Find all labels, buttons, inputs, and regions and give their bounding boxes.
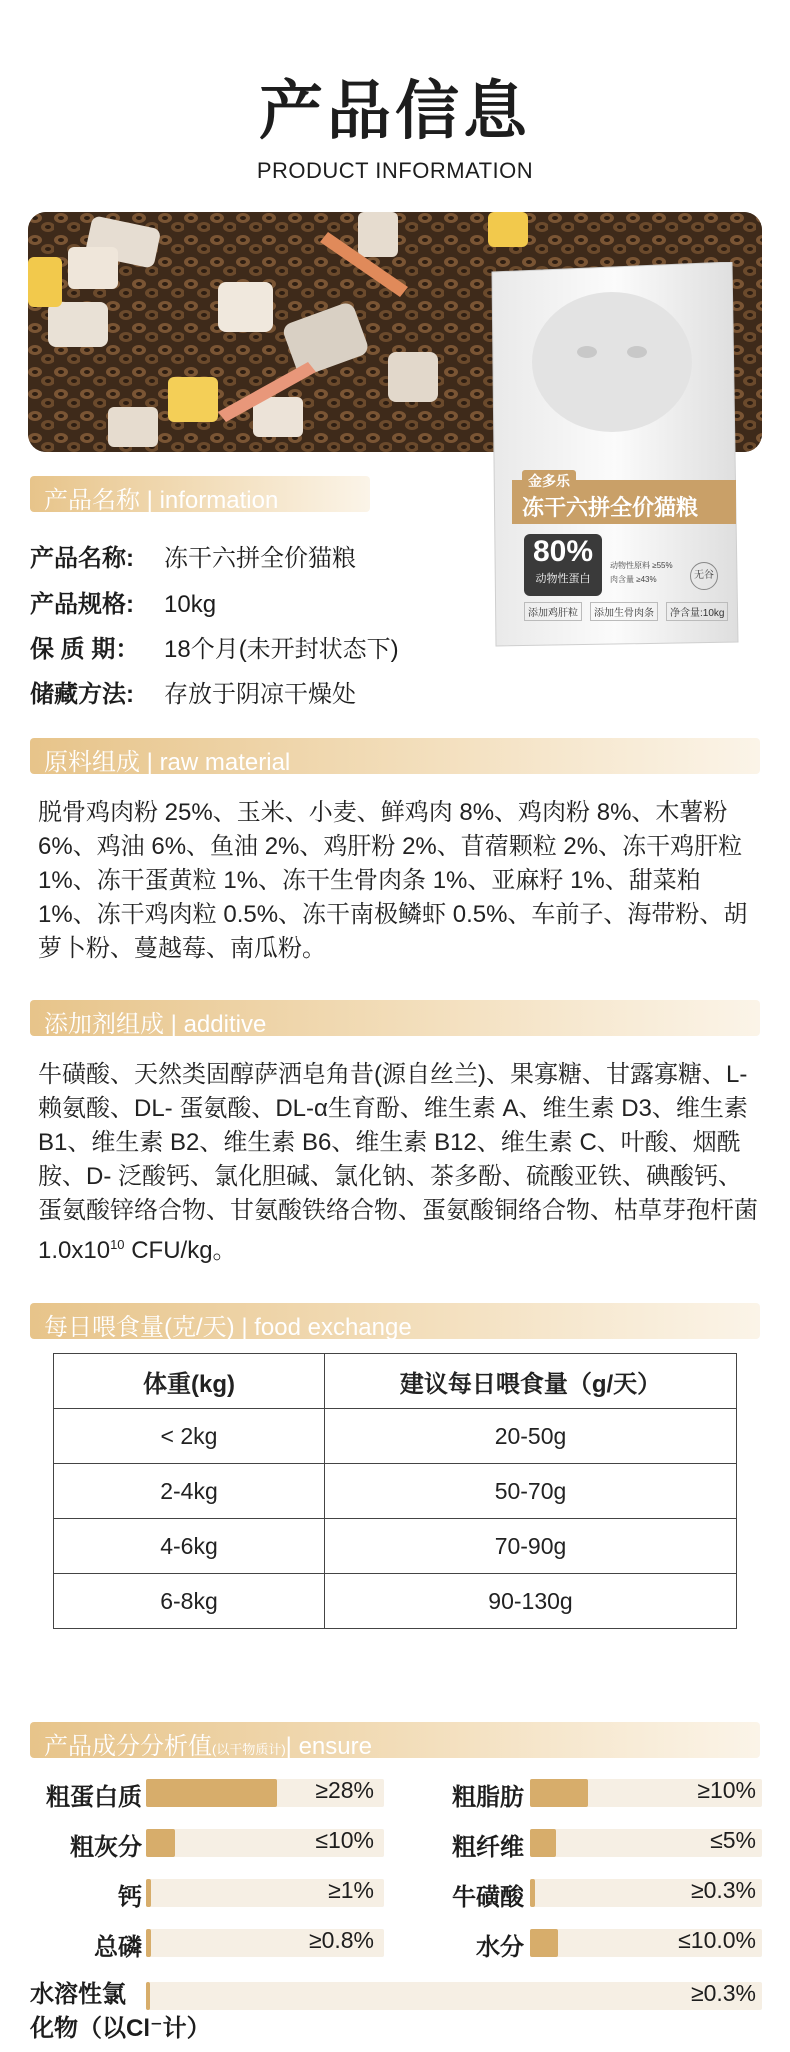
page-subtitle: PRODUCT INFORMATION xyxy=(256,158,534,183)
analysis-title-cn: 产品成分分析值 xyxy=(44,1733,212,1760)
feeding-table xyxy=(53,1353,737,1629)
page-title: 产品信息 xyxy=(259,75,531,147)
analysis-fill xyxy=(530,1779,588,1807)
info-row-name xyxy=(30,538,356,573)
bag-protein-percent: 80% xyxy=(532,535,594,568)
analysis-fill xyxy=(146,1829,175,1857)
bag-spec-1: 动物性原料 ≥55% xyxy=(610,561,673,570)
additive-text xyxy=(38,1058,762,1268)
info-label: 产品名称: xyxy=(30,545,134,572)
analysis-fill xyxy=(530,1879,535,1907)
product-bag-image xyxy=(482,262,746,652)
analysis-value: ≤10.0% xyxy=(678,1927,756,1953)
analysis-label: 总磷 xyxy=(94,1934,142,1961)
table-cell-amount: 90-130g xyxy=(325,1574,737,1629)
info-row-storage xyxy=(30,674,356,709)
analysis-fill xyxy=(146,1879,151,1907)
info-row-shelf-life xyxy=(30,629,399,664)
analysis-fill xyxy=(530,1829,556,1857)
table-header-amount: 建议每日喂食量（g/天） xyxy=(325,1354,737,1409)
info-row-spec xyxy=(30,584,216,619)
analysis-label: 粗脂肪 xyxy=(452,1784,524,1811)
info-value: 18个月(未开封状态下) xyxy=(164,636,399,663)
section-title-analysis xyxy=(44,1726,372,1761)
table-row xyxy=(54,1574,737,1629)
section-bar-additive xyxy=(30,1000,760,1036)
table-cell-weight: 2-4kg xyxy=(54,1464,325,1519)
analysis-value: ≤5% xyxy=(710,1827,756,1853)
analysis-value: ≤10% xyxy=(315,1827,374,1853)
analysis-value: ≥0.8% xyxy=(308,1927,374,1953)
analysis-label: 钙 xyxy=(118,1884,142,1911)
info-label: 储藏方法: xyxy=(30,681,134,708)
info-value: 存放于阴凉干燥处 xyxy=(164,681,356,708)
table-header-weight: 体重(kg) xyxy=(54,1354,325,1409)
bag-tag-2: 添加生骨肉条 xyxy=(590,602,658,621)
table-row xyxy=(54,1409,737,1464)
analysis-fill xyxy=(146,1779,277,1807)
raw-material-text: 脱骨鸡肉粉 25%、玉米、小麦、鲜鸡肉 8%、鸡肉粉 8%、木薯粉 6%、鸡油 6%、鱼油 2%、鸡肝粉 2%、苜蓿颗粒 2%、冻干鸡肝粒 1%、冻干蛋黄粒 1%、冻干生骨肉条 1%、亚麻籽 1%、甜菜粕 1%、冻干鸡肉粒 0.5%、冻干南极鳞虾 0.5%、车前子、海带粉、胡萝卜粉、蔓越莓、南瓜粉。 xyxy=(38,799,748,962)
section-title-raw-material: 原料组成 | raw material xyxy=(44,749,291,776)
bag-tag-3: 净含量:10kg xyxy=(666,602,728,621)
analysis-label: 粗蛋白质 xyxy=(46,1784,142,1811)
section-bar-food-exchange xyxy=(30,1303,760,1339)
analysis-fill xyxy=(146,1929,151,1957)
analysis-label-line: 化物（以Cl⁻计） xyxy=(30,2015,211,2042)
analysis-track xyxy=(146,1982,762,2010)
section-title-additive: 添加剂组成 | additive xyxy=(44,1011,267,1038)
table-cell-weight: 6-8kg xyxy=(54,1574,325,1629)
section-bar-information xyxy=(30,476,370,512)
bag-badge: 无谷 xyxy=(690,562,718,590)
info-label: 产品规格: xyxy=(30,591,134,618)
bag-protein-box xyxy=(524,534,602,596)
section-title-food-exchange: 每日喂食量(克/天) | food exchange xyxy=(44,1314,412,1341)
table-row xyxy=(54,1519,737,1574)
analysis-value: ≥10% xyxy=(697,1777,756,1803)
bag-brand: 金多乐 xyxy=(522,470,576,492)
analysis-title-en: ensure xyxy=(291,1733,372,1760)
table-cell-weight: < 2kg xyxy=(54,1409,325,1464)
analysis-label: 粗纤维 xyxy=(452,1834,524,1861)
analysis-fill xyxy=(146,1982,150,2010)
table-cell-amount: 70-90g xyxy=(325,1519,737,1574)
analysis-value: ≥0.3% xyxy=(690,1980,756,2006)
analysis-title-note: (以干物质计) xyxy=(212,1742,286,1757)
additive-tail: CFU/kg。 xyxy=(124,1237,237,1264)
table-header-row xyxy=(54,1354,737,1409)
bag-protein-label: 动物性蛋白 xyxy=(535,573,591,585)
analysis-value: ≥28% xyxy=(315,1777,374,1803)
bag-spec-2: 肉含量 ≥43% xyxy=(610,575,657,584)
table-cell-amount: 50-70g xyxy=(325,1464,737,1519)
additive-body: 牛磺酸、天然类固醇萨洒皂角昔(源自丝兰)、果寡糖、甘露寡糖、L- 赖氨酸、DL- 蛋氨酸、DL-α生育酚、维生素 A、维生素 D3、维生素 B1、维生素 B2、维生素 B6、维生素 B12、维生素 C、叶酸、烟酰胺、D- 泛酸钙、氯化胆碱、氯化钠、茶多酚、硫酸亚铁、碘酸钙、蛋氨酸锌络合物、甘氨酸铁络合物、蛋氨酸铜络合物、枯草芽孢杆菌 1.0x10 xyxy=(38,1061,758,1264)
bag-tag-1: 添加鸡肝粒 xyxy=(524,602,582,621)
section-bar-raw-material xyxy=(30,738,760,774)
table-cell-weight: 4-6kg xyxy=(54,1519,325,1574)
info-value: 冻干六拼全价猫粮 xyxy=(164,545,356,572)
analysis-label: 牛磺酸 xyxy=(452,1884,524,1911)
analysis-value: ≥0.3% xyxy=(690,1877,756,1903)
table-cell-amount: 20-50g xyxy=(325,1409,737,1464)
analysis-fill xyxy=(530,1929,558,1957)
analysis-value: ≥1% xyxy=(328,1877,374,1903)
section-title-information: 产品名称 | information xyxy=(44,487,279,514)
info-label: 保 质 期： xyxy=(30,636,140,663)
section-bar-analysis xyxy=(30,1722,760,1758)
analysis-title-divider: | xyxy=(285,1733,292,1760)
table-row xyxy=(54,1464,737,1519)
analysis-label: 粗灰分 xyxy=(70,1834,142,1861)
info-value: 10kg xyxy=(164,591,217,618)
analysis-label-line: 水溶性氯 xyxy=(30,1981,126,2008)
additive-exponent: 10 xyxy=(110,1237,125,1252)
bag-product-name: 冻干六拼全价猫粮 xyxy=(522,495,699,520)
analysis-label: 水分 xyxy=(476,1934,524,1961)
